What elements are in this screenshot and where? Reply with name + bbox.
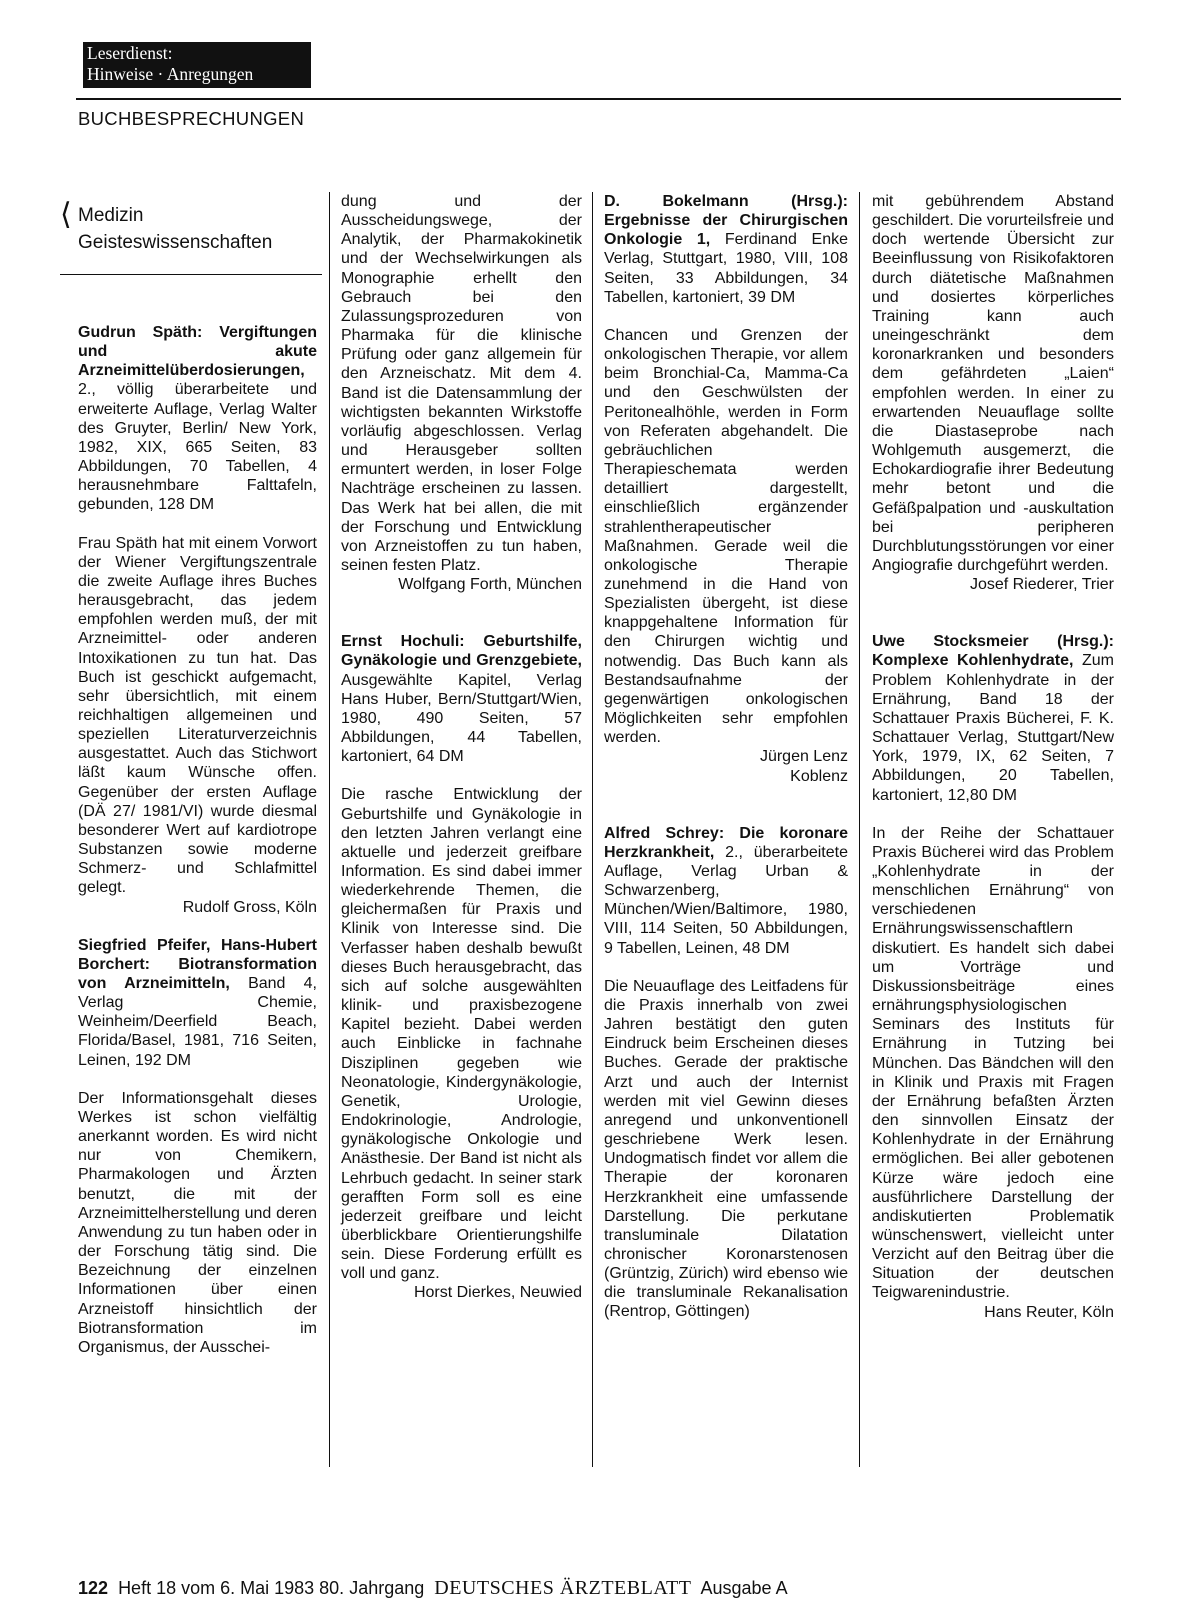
topic-box xyxy=(60,196,322,275)
review-bokelmann-reviewer-city: Koblenz xyxy=(790,767,848,785)
magazine-name: DEUTSCHES ÄRZTEBLATT xyxy=(434,1577,692,1599)
review-bokelmann-heading xyxy=(604,192,848,307)
column-rule-3 xyxy=(859,192,860,1467)
leserdienst-header xyxy=(83,42,311,88)
header-line1: Leserdienst: xyxy=(87,43,173,63)
edition-label: Ausgabe A xyxy=(700,1578,788,1598)
column-rule-2 xyxy=(592,192,593,1467)
review-pfeifer-body-part1: Der Informationsgehalt dieses Werkes ist schon vielfältig anerkannt worden. Es wird nicht nur von Chemikern, Pharmakologen und Ärzten benutzt, die mit der Arzneimittelherstellung und deren Anwendung zu tun haben oder in der Forschung tätig sind. Die Bezeichnung der einzelnen Informationen über einen Arzneistoff hinsichtlich der Biotransformation im Organismus, der Ausschei- xyxy=(78,1089,317,1356)
review-stocksmeier-heading xyxy=(872,632,1114,804)
review-stocksmeier-details: Zum Problem Kohlenhydrate in der Ernährung, Band 18 der Schattauer Praxis Bücherei, F. K. Schattauer Verlag, Stuttgart/New York, 1979, IX, 62 Seiten, 7 Abbildungen, 20 Tabellen, kartoniert, 12,80 DM xyxy=(872,652,1114,804)
review-pfeifer-reviewer: Wolfgang Forth, München xyxy=(398,576,582,594)
column-1 xyxy=(78,323,317,1357)
review-hochuli-title: Ernst Hochuli: Geburtshilfe, Gynäkologie und Grenzgebiete, xyxy=(341,633,582,670)
review-schrey-body-part1: Die Neuauflage des Leitfadens für die Praxis innerhalb von zwei Jahren bestätigt den guten Eindruck beim Erscheinen dieses Buches. Gerade der praktische Arzt und auch der Internist werden mit viel Gewinn dieses anregend und unkonventionell geschriebene Werk lesen. Undogmatisch findet vor allem die Therapie der koronaren Herzkrankheit eine umfassende Darstellung. Die perkutane transluminale Dilatation chronischer Koronarstenosen (Grüntzig, Zürich) wird ebenso wie die transluminale Rekanalisation (Rentrop, Göttingen) xyxy=(604,977,848,1321)
review-stocksmeier-body: In der Reihe der Schattauer Praxis Bücherei wird das Problem „Kohlenhydrate in der menschlichen Ernährung“ von verschiedenen Ernährungswissenschaftlern diskutiert. Es handelt sich dabei um Vorträge und Diskussionsbeiträge eines ernährungsphysiologischen Seminars des Instituts für Ernährung in Tutzing bei München. Das Bändchen will den in Klinik und Praxis mit Fragen der Ernährung befaßten Ärzten den sinnvollen Einsatz der Kohlenhydrate in der Ernährung ermöglichen. Bei aller gebotenen Kürze wäre jedoch eine ausführlichere Darstellung der andiskutierten Problematik wünschenswert, vielleicht unter Verzicht auf den Beitrag über die Situation der deutschen Teigwarenindustrie. xyxy=(872,824,1114,1302)
review-bokelmann-details: Ferdinand Enke Verlag, Stuttgart, 1980, VIII, 108 Seiten, 33 Abbildungen, 34 Tabellen, kartoniert, 39 DM xyxy=(604,231,848,306)
bracket-icon: ⟨ xyxy=(60,198,72,231)
review-spaeth-details: 2., völlig überarbeitete und erweiterte Auflage, Verlag Walter des Gruyter, Berlin/ New York, 1982, XIX, 665 Seiten, 83 Abbildungen, 70 Tabellen, 4 herausnehmbare Falttafeln, gebunden, 128 DM xyxy=(78,381,317,514)
column-4 xyxy=(872,192,1114,1322)
review-stocksmeier-reviewer: Hans Reuter, Köln xyxy=(984,1303,1114,1321)
column-2 xyxy=(341,192,582,1303)
review-bokelmann-reviewer: Jürgen Lenz xyxy=(759,748,848,766)
review-stocksmeier-title: Uwe Stocksmeier (Hrsg.): Komplexe Kohlenhydrate, xyxy=(872,633,1114,670)
topic-line1: Medizin xyxy=(78,205,144,226)
review-bokelmann-title: D. Bokelmann (Hrsg.): Ergebnisse der Chirurgischen Onkologie 1, xyxy=(604,193,848,249)
review-spaeth-body: Frau Späth hat mit einem Vorwort der Wiener Vergiftungszentrale die zweite Auflage ihres Buches herausgebracht, das jedem empfohlen werden muß, der mit Arzneimittel- oder anderen Intoxikationen zu tun hat. Das Buch ist geschickt aufgemacht, sehr übersichtlich, mit einem reichhaltigen allgemeinen und speziellen Literaturverzeichnis ausgestattet. Auch das Stichwort läßt kaum Wünsche offen. Gegenüber der ersten Auflage (DÄ 27/ 1981/VI) wurde diesmal besonderer Wert auf kardiotrope Substanzen sowie moderne Schmerz- und Schlafmittel gelegt. xyxy=(78,534,317,897)
column-rule-1 xyxy=(329,192,330,1467)
review-schrey-title: Alfred Schrey: Die koronare Herzkrankheit, xyxy=(604,824,848,861)
header-rule xyxy=(76,98,1121,100)
issue-info: Heft 18 vom 6. Mai 1983 80. Jahrgang xyxy=(118,1578,425,1598)
review-pfeifer-body-part2: dung und der Ausscheidungswege, der Analytik, der Pharmakokinetik und der Wechselwirkungen als Monographie erhellt den Gebrauch bei den Zulassungsprozeduren von Pharmaka für die klinische Prüfung oder ganz allgemein für den Arzneischatz. Mit dem 4. Band ist die Datensammlung der wichtigsten bekannten Wirkstoffe vorläufig abgeschlossen. Verlag und Herausgeber sollten ermuntert werden, in loser Folge Nachträge erscheinen zu lassen. Das Werk hat bei allen, die mit der Forschung und Entwicklung von Arzneistoffen zu tun haben, seinen festen Platz. xyxy=(341,193,582,574)
review-hochuli-heading xyxy=(341,632,582,766)
page-footer xyxy=(78,1577,788,1600)
section-title: BUCHBESPRECHUNGEN xyxy=(78,108,305,129)
review-hochuli-details: Ausgewählte Kapitel, Verlag Hans Huber, Bern/Stuttgart/Wien, 1980, 490 Seiten, 57 Abbildungen, 44 Tabellen, kartoniert, 64 DM xyxy=(341,671,582,766)
header-line2: Hinweise · Anregungen xyxy=(87,64,254,84)
review-schrey-heading xyxy=(604,824,848,958)
review-pfeifer-title: Siegfried Pfeifer, Hans-Hubert Borchert: Biotransformation von Arzneimitteln, xyxy=(78,936,317,992)
review-hochuli-reviewer: Horst Dierkes, Neuwied xyxy=(413,1284,582,1302)
column-3 xyxy=(604,192,848,1322)
review-bokelmann-body: Chancen und Grenzen der onkologischen Therapie, vor allem beim Bronchial-Ca, Mamma-Ca und den Geschwülsten der Peritonealhöhle, werden in Form von Referaten abgehandelt. Die gebräuchlichen Therapieschemata werden detailliert dargestellt, einschließlich ergänzender strahlentherapeutischer Maßnahmen. Gerade weil die onkologische Therapie zunehmend in die Hand von Spezialisten übergeht, ist diese knappgehaltene Information für den Chirurgen wichtig und notwendig. Das Buch kann als Bestandsaufnahme der gegenwärtigen onkologischen Möglichkeiten sehr empfohlen werden. xyxy=(604,326,848,747)
review-spaeth-title: Gudrun Späth: Vergiftungen und akute Arzneimittelüberdosierungen, xyxy=(78,324,317,380)
review-schrey-details: 2., überarbeitete Auflage, Verlag Urban & Schwarzenberg, München/Wien/Baltimore, 1980, VIII, 114 Seiten, 50 Abbildungen, 9 Tabellen, Leinen, 48 DM xyxy=(604,843,848,957)
review-schrey-body-part2: mit gebührendem Abstand geschildert. Die vorurteilsfreie und doch wertende Übersicht zur Beeinflussung von Risikofaktoren durch diätetische Maßnahmen und dosiertes körperliches Training kann auch uneingeschränkt dem koronarkranken und besonders dem gefährdeten „Laien“ empfohlen werden. In einer zu erwartenden Neuauflage sollte die Diastaseprobe nach Wohlgemuth ausgemerzt, die Echokardiografie ihrer Bedeutung mehr betont und die Gefäßpalpation und -auskultation bei peripheren Durchblutungsstörungen vor einer Angiografie durchgeführt werden. xyxy=(872,193,1114,574)
review-pfeifer-details: Band 4, Verlag Chemie, Weinheim/Deerfield Beach, Florida/Basel, 1981, 716 Seiten, Leinen, 192 DM xyxy=(78,975,317,1069)
review-hochuli-body: Die rasche Entwicklung der Geburtshilfe und Gynäkologie in den letzten Jahren verlangt eine aktuelle und jederzeit greifbare Information. Es sind dabei immer wiederkehrende Themen, die gleichermaßen für Praxis und Klinik von Interesse sind. Die Verfasser haben deshalb bewußt dieses Buch herausgebracht, das sich auf solche ausgewählten klinik- und praxisbezogene Kapitel bezieht. Dabei werden auch Einblicke in fachnahe Disziplinen gegeben wie Neonatologie, Kindergynäkologie, Genetik, Urologie, Endokrinologie, Andrologie, gynäkologische Onkologie und Anästhesie. Der Band ist nicht als Lehrbuch gedacht. In seiner stark gerafften Form soll es eine jederzeit greifbare und leicht überblickbare Orientierungshilfe sein. Diese Forderung erfüllt es voll und ganz. xyxy=(341,786,582,1283)
page-number: 122 xyxy=(78,1578,109,1598)
topic-line2: Geisteswissenschaften xyxy=(78,232,273,253)
review-pfeifer-heading xyxy=(78,936,317,1070)
review-spaeth-heading xyxy=(78,323,317,515)
review-schrey-reviewer: Josef Riederer, Trier xyxy=(969,576,1114,594)
review-spaeth-reviewer: Rudolf Gross, Köln xyxy=(182,898,317,916)
